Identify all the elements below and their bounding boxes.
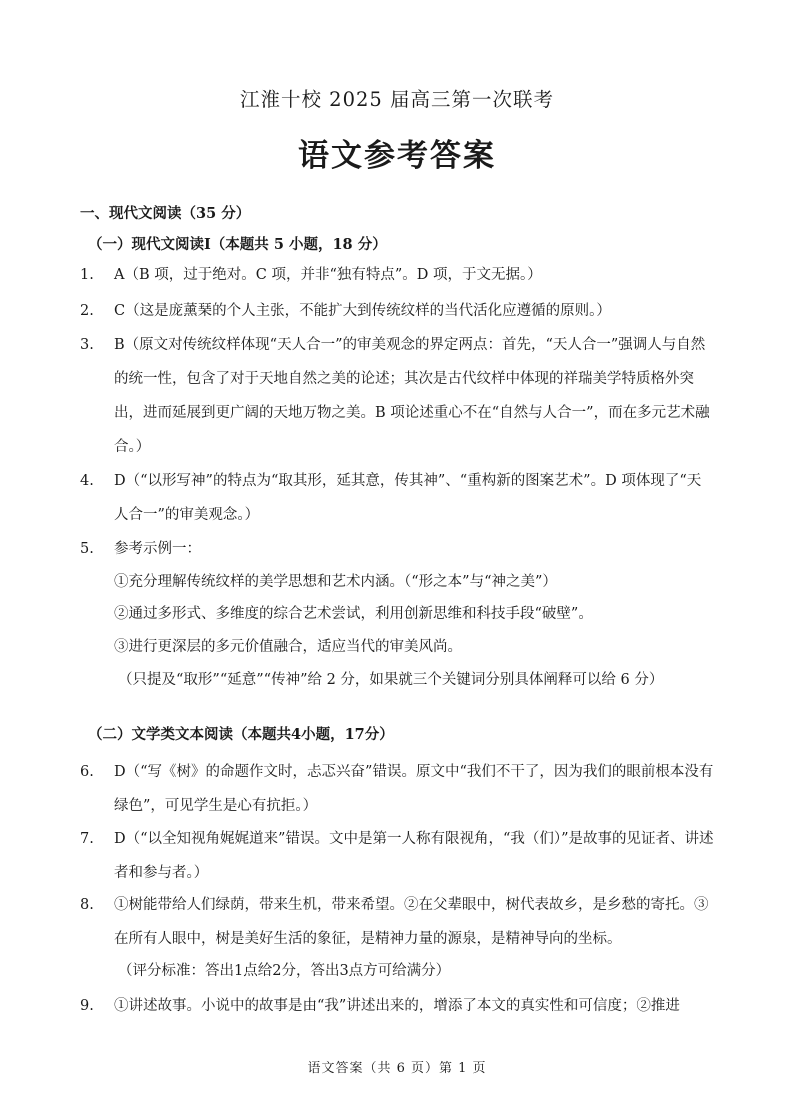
question-8 [80, 888, 720, 956]
question-answer: A（B 项，过于绝对。C 项，并非“独有特点”。D 项，于文无据。） [114, 267, 542, 283]
question-7 [80, 822, 720, 890]
question-1 [80, 258, 720, 292]
sub-heading-modern-reading-1: （一）现代文阅读I（本题共 5 小题，18 分） [88, 236, 387, 253]
section-heading-modern-reading: 一、现代文阅读（35 分） [80, 205, 251, 222]
page-title: 语文参考答案 [298, 138, 496, 174]
question-number: 8. [80, 897, 94, 913]
q5-point-3: ③进行更深层的多元价值融合，适应当代的审美风尚。 [114, 639, 462, 655]
question-answer: D（“以形写神”的特点为“取其形，延其意，传其神”、“重构新的图案艺术”。D 项体现了“天人合一”的审美观念。） [114, 473, 702, 523]
question-number: 3. [80, 337, 94, 353]
question-2 [80, 294, 720, 328]
question-6 [80, 755, 720, 823]
sub-heading-literary-reading: （二）文学类文本阅读（本题共4小题，17分） [88, 726, 394, 743]
question-answer: ①讲述故事。小说中的故事是由“我”讲述出来的，增添了本文的真实性和可信度；②推进 [114, 998, 680, 1014]
question-5 [80, 532, 720, 566]
question-number: 1. [80, 267, 94, 283]
question-answer: 参考示例一： [114, 541, 201, 557]
q8-scoring-note: （评分标准：答出1点给2分，答出3点方可给满分） [118, 963, 451, 979]
question-answer: C（这是庞薰琹的个人主张，不能扩大到传统纹样的当代活化应遵循的原则。） [114, 303, 611, 319]
question-answer: B（原文对传统纹样体现“天人合一”的审美观念的界定两点：首先，“天人合一”强调人与自然的统一性，包含了对于天地自然之美的论述；其次是古代纹样中体现的祥瑞美学特质格外突出，进而延展到更广阔的天地万物之美。B 项论述重心不在“自然与人合一”，而在多元艺术融合。） [114, 337, 710, 455]
q5-scoring-note: （只提及“取形”“延意”“传神”给 2 分，如果就三个关键词分别具体阐释可以给 6 分） [118, 672, 664, 688]
question-number: 9. [80, 998, 94, 1014]
q5-point-2: ②通过多形式、多维度的综合艺术尝试，利用创新思维和科技手段“破壁”。 [114, 606, 593, 622]
school-title: 江淮十校 2025 届高三第一次联考 [239, 88, 555, 111]
question-number: 2. [80, 303, 94, 319]
page-footer: 语文答案（共 6 页）第 1 页 [307, 1061, 487, 1076]
q5-point-1: ①充分理解传统纹样的美学思想和艺术内涵。（“形之本”与“神之美”） [114, 574, 557, 590]
question-number: 7. [80, 831, 94, 847]
question-answer: ①树能带给人们绿荫，带来生机，带来希望。②在父辈眼中，树代表故乡，是乡愁的寄托。③在所有人眼中，树是美好生活的象征，是精神力量的源泉，是精神导向的坐标。 [114, 897, 709, 947]
question-4 [80, 464, 720, 532]
question-answer: D（“以全知视角娓娓道来”错误。文中是第一人称有限视角，“我（们）”是故事的见证者、讲述者和参与者。） [114, 831, 714, 881]
question-9 [80, 989, 720, 1023]
question-number: 4. [80, 473, 94, 489]
question-number: 6. [80, 764, 94, 780]
question-3 [80, 328, 720, 464]
question-answer: D（“写《树》的命题作文时，忐忑兴奋”错误。原文中“我们不干了，因为我们的眼前根本没有绿色”，可见学生是心有抗拒。） [114, 764, 714, 814]
question-number: 5. [80, 541, 94, 557]
